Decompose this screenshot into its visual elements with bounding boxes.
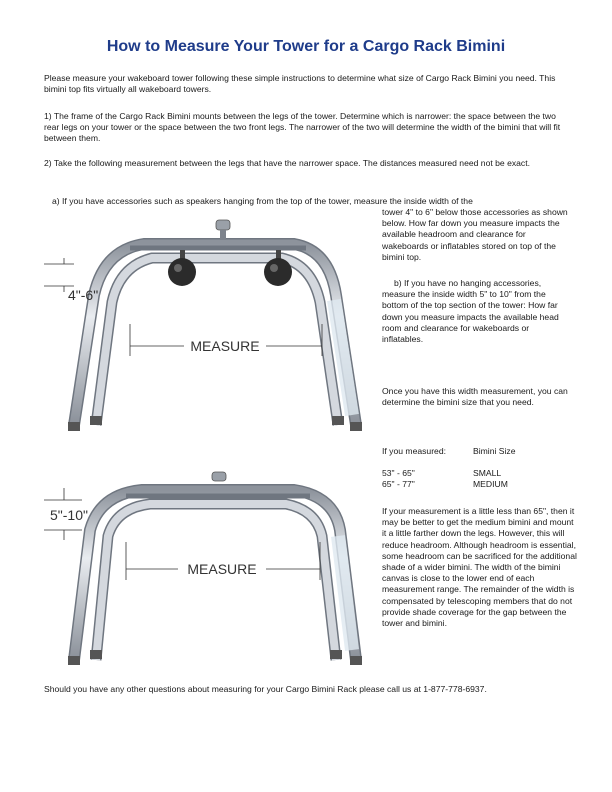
size-row-measured: 53" - 65" xyxy=(382,468,415,479)
size-table-header xyxy=(382,446,582,457)
step-2a-continued: tower 4" to 6" below those accessories as shown below. How far down you measure impacts the available headroom and clearance for wakeboards or inflatables stored on top of the bimini top. xyxy=(382,207,568,262)
step-2-paragraph: 2) Take the following measurement between the legs that have the narrower space. The distances measured need not be exact. xyxy=(44,158,530,168)
step-1-paragraph: 1) The frame of the Cargo Rack Bimini mounts between the legs of the tower. Determine which is narrower: the space between the two rear legs on your tower or the space between the two front legs. The narrower of the two will determine the width of the bimini that will fit between them. xyxy=(44,111,561,144)
footer-contact: Should you have any other questions about measuring for your Cargo Bimini Rack please call us at 1-877-778-6937. xyxy=(44,684,487,694)
size-row xyxy=(382,468,582,479)
size-table xyxy=(382,446,582,491)
size-row-measured: 65" - 77" xyxy=(382,479,415,490)
size-row xyxy=(382,479,582,490)
intro-paragraph: Please measure your wakeboard tower following these simple instructions to determine what size of Cargo Rack Bimini you need. This bimini top fits virtually all wakeboard towers. xyxy=(44,73,556,95)
header-measured: If you measured: xyxy=(382,446,447,456)
note-paragraph: If your measurement is a little less than 65", then it may be better to get the medium bimini and mount it a little farther down the legs. However, this will reduce headroom. Although headroom is essential, some headroom can be sacrificed for the additional shade of a wider bimini. The width of the bimini canvas is close to the lower end of each measurement range. The remainder of the width is compensated by telescoping members that do not provide shade coverage for the gap between the tower and bimini. xyxy=(382,506,577,629)
tower-frame xyxy=(68,220,362,431)
after-measure-paragraph: Once you have this width measurement, you can determine the bimini size that you need. xyxy=(382,386,568,408)
step-2b-paragraph: b) If you have no hanging accessories, measure the inside width 5" to 10" from the bottom of the top section of the tower: How far down you measure impacts the available head room and clearance for wakeboards or inflatables. xyxy=(382,278,559,345)
step-2a-line: a) If you have accessories such as speakers hanging from the top of the tower, measure the inside width of the xyxy=(52,196,473,206)
size-row-size: MEDIUM xyxy=(473,479,508,490)
measure-label: MEASURE xyxy=(190,338,260,354)
header-size: Bimini Size xyxy=(473,446,516,456)
dimension-label: 4"-6" xyxy=(68,287,99,303)
tower-diagram-no-accessories xyxy=(34,470,379,670)
measure-label: MEASURE xyxy=(187,561,257,577)
dimension-label: 5"-10" xyxy=(50,507,88,523)
page-title: How to Measure Your Tower for a Cargo Rack Bimini xyxy=(106,38,506,55)
tower-diagram-with-speakers xyxy=(34,210,379,440)
size-row-size: SMALL xyxy=(473,468,502,479)
